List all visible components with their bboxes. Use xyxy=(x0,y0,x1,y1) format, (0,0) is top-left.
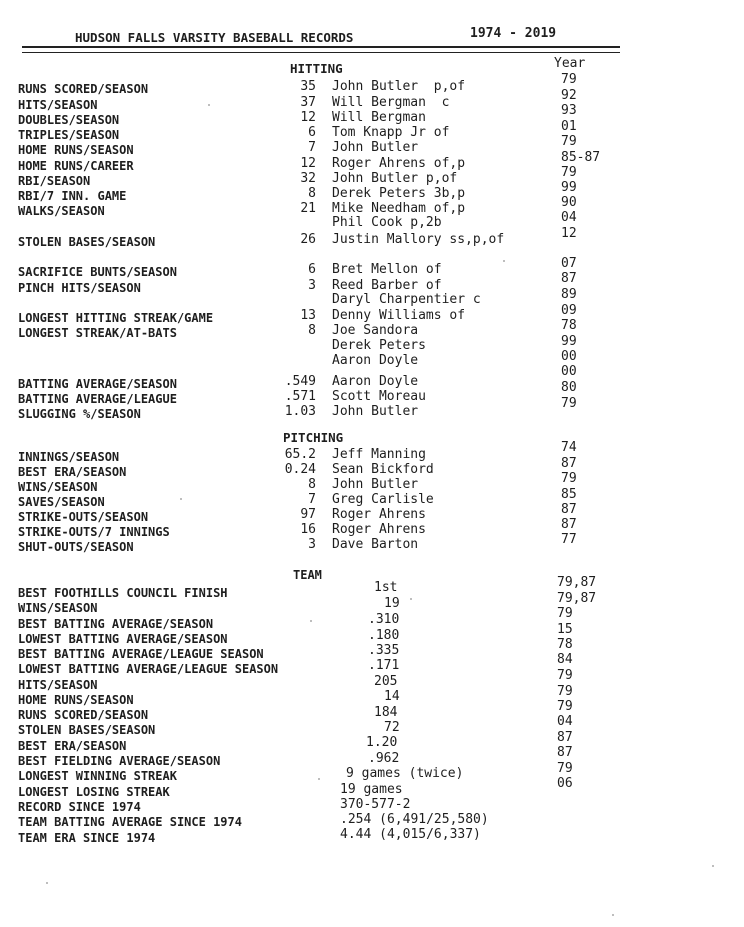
team-record-year: 87 xyxy=(557,745,573,760)
hitting-record-year: 90 xyxy=(561,195,577,210)
scan-speck xyxy=(46,882,48,884)
hitting-record-value: 8 xyxy=(308,186,316,201)
team-record-value: 19 games xyxy=(340,782,403,797)
scan-speck xyxy=(208,104,210,106)
hitting-record-holder: Will Bergman c xyxy=(332,95,450,110)
hitting-record-year: 87 xyxy=(561,271,577,286)
scan-speck xyxy=(712,865,714,867)
hitting-record-holder: Daryl Charpentier c xyxy=(332,292,481,307)
hitting-record-holder: Denny Williams of xyxy=(332,308,466,323)
team-record-value: .335 xyxy=(368,643,400,658)
pitching-record-holder: Jeff Manning xyxy=(332,447,426,462)
team-record-value: 14 xyxy=(384,689,400,704)
team-record-value: 4.44 (4,015/6,337) xyxy=(340,827,481,842)
team-record-year: 79 xyxy=(557,684,573,699)
team-record-value: .310 xyxy=(368,612,400,627)
pitching-record-holder: Greg Carlisle xyxy=(332,492,434,507)
scan-speck xyxy=(180,498,182,500)
team-record-year: 84 xyxy=(557,652,573,667)
hitting-record-label: TRIPLES/SEASON xyxy=(18,128,120,142)
team-record-label: TEAM BATTING AVERAGE SINCE 1974 xyxy=(18,815,242,829)
hitting-record-year: 79 xyxy=(561,396,577,411)
hitting-record-label: LONGEST STREAK/AT-BATS xyxy=(18,326,177,340)
team-record-value: .171 xyxy=(368,658,400,673)
hitting-record-holder: Derek Peters 3b,p xyxy=(332,186,466,201)
pitching-record-label: BEST ERA/SEASON xyxy=(18,465,127,479)
hitting-record-label: RUNS SCORED/SEASON xyxy=(18,82,149,96)
hitting-record-value: 1.03 xyxy=(284,404,316,419)
hitting-record-value: 26 xyxy=(300,232,316,247)
hitting-record-holder: Derek Peters xyxy=(332,338,426,353)
team-record-year: 06 xyxy=(557,776,573,791)
team-record-label: WINS/SEASON xyxy=(18,601,98,615)
scan-speck xyxy=(612,914,614,916)
hitting-record-year: 89 xyxy=(561,287,577,302)
hitting-record-value: .571 xyxy=(284,389,316,404)
hitting-record-holder: Aaron Doyle xyxy=(332,374,419,389)
pitching-record-label: STRIKE-OUTS/SEASON xyxy=(18,510,149,524)
team-record-year: 79 xyxy=(557,699,573,714)
hitting-record-label: WALKS/SEASON xyxy=(18,204,105,218)
hitting-record-value: 21 xyxy=(300,201,316,216)
team-record-year: 79 xyxy=(557,606,573,621)
pitching-record-year: 77 xyxy=(561,532,577,547)
pitching-record-holder: John Butler xyxy=(332,477,419,492)
team-record-value: .962 xyxy=(368,751,400,766)
scan-speck xyxy=(310,620,312,622)
year-column-heading: Year xyxy=(554,56,586,71)
hitting-record-value: 32 xyxy=(300,171,316,186)
hitting-record-year: 99 xyxy=(561,180,577,195)
hitting-record-holder: Justin Mallory ss,p,of xyxy=(332,232,505,247)
team-record-value: .254 (6,491/25,580) xyxy=(340,812,489,827)
team-record-label: LOWEST BATTING AVERAGE/SEASON xyxy=(18,632,228,646)
team-record-label: HITS/SEASON xyxy=(18,678,98,692)
hitting-record-label: LONGEST HITTING STREAK/GAME xyxy=(18,311,214,325)
header-rule-bottom xyxy=(22,52,620,53)
pitching-record-value: 7 xyxy=(308,492,316,507)
team-record-label: LOWEST BATTING AVERAGE/LEAGUE SEASON xyxy=(18,662,279,676)
hitting-record-value: 7 xyxy=(308,140,316,155)
hitting-record-year: 07 xyxy=(561,256,577,271)
team-record-year: 79 xyxy=(557,761,573,776)
hitting-record-value: 6 xyxy=(308,125,316,140)
hitting-record-holder: Phil Cook p,2b xyxy=(332,215,442,230)
team-record-year: 79,87 xyxy=(557,591,597,606)
hitting-record-value: 37 xyxy=(300,95,316,110)
team-record-year: 79 xyxy=(557,668,573,683)
team-heading: TEAM xyxy=(293,568,322,582)
team-record-value: 9 games (twice) xyxy=(346,766,464,781)
hitting-record-label: HOME RUNS/CAREER xyxy=(18,159,134,173)
hitting-record-value: 35 xyxy=(300,79,316,94)
hitting-record-holder: Roger Ahrens of,p xyxy=(332,156,466,171)
hitting-record-holder: Mike Needham of,p xyxy=(332,201,466,216)
hitting-record-year: 92 xyxy=(561,88,577,103)
pitching-record-value: 0.24 xyxy=(284,462,316,477)
pitching-record-label: SHUT-OUTS/SEASON xyxy=(18,540,134,554)
team-record-label: BEST BATTING AVERAGE/LEAGUE SEASON xyxy=(18,647,264,661)
team-record-label: BEST ERA/SEASON xyxy=(18,739,127,753)
hitting-record-year: 12 xyxy=(561,226,577,241)
hitting-record-year: 80 xyxy=(561,380,577,395)
hitting-record-value: 13 xyxy=(300,308,316,323)
hitting-record-value: 6 xyxy=(308,262,316,277)
team-record-value: 370-577-2 xyxy=(340,797,411,812)
hitting-record-year: 79 xyxy=(561,165,577,180)
hitting-record-value: 12 xyxy=(300,110,316,125)
pitching-record-year: 85 xyxy=(561,487,577,502)
hitting-record-holder: Aaron Doyle xyxy=(332,353,419,368)
pitching-heading: PITCHING xyxy=(283,430,344,445)
pitching-record-label: WINS/SEASON xyxy=(18,480,98,494)
team-record-label: RUNS SCORED/SEASON xyxy=(18,708,149,722)
team-record-value: 1.20 xyxy=(366,735,398,750)
pitching-record-value: 8 xyxy=(308,477,316,492)
hitting-record-year: 00 xyxy=(561,364,577,379)
team-record-year: 79,87 xyxy=(557,575,597,590)
pitching-record-label: INNINGS/SEASON xyxy=(18,450,120,464)
pitching-record-year: 87 xyxy=(561,502,577,517)
pitching-record-year: 87 xyxy=(561,517,577,532)
scan-speck xyxy=(503,260,505,262)
team-record-year: 04 xyxy=(557,714,573,729)
team-record-label: LONGEST LOSING STREAK xyxy=(18,785,170,799)
pitching-record-holder: Roger Ahrens xyxy=(332,507,426,522)
hitting-record-label: RBI/7 INN. GAME xyxy=(18,189,127,203)
hitting-record-year: 01 xyxy=(561,119,577,134)
pitching-record-year: 87 xyxy=(561,456,577,471)
pitching-record-year: 79 xyxy=(561,471,577,486)
team-record-label: BEST FIELDING AVERAGE/SEASON xyxy=(18,754,221,768)
team-record-year: 87 xyxy=(557,730,573,745)
hitting-record-label: STOLEN BASES/SEASON xyxy=(18,235,156,249)
pitching-record-holder: Dave Barton xyxy=(332,537,419,552)
team-record-year: 78 xyxy=(557,637,573,652)
team-record-value: 1st xyxy=(374,580,398,595)
hitting-record-holder: Reed Barber of xyxy=(332,278,442,293)
hitting-record-label: DOUBLES/SEASON xyxy=(18,113,120,127)
team-record-label: LONGEST WINNING STREAK xyxy=(18,769,177,783)
hitting-record-value: 8 xyxy=(308,323,316,338)
hitting-heading: HITTING xyxy=(290,61,343,76)
hitting-record-value: .549 xyxy=(284,374,316,389)
year-range: 1974 - 2019 xyxy=(470,26,557,41)
pitching-record-year: 74 xyxy=(561,440,577,455)
team-record-label: RECORD SINCE 1974 xyxy=(18,800,141,814)
hitting-record-year: 78 xyxy=(561,318,577,333)
hitting-record-holder: Will Bergman xyxy=(332,110,426,125)
team-record-value: 72 xyxy=(384,720,400,735)
header-rule-top xyxy=(22,46,620,48)
team-record-label: STOLEN BASES/SEASON xyxy=(18,723,156,737)
hitting-record-label: PINCH HITS/SEASON xyxy=(18,281,141,295)
hitting-record-holder: Scott Moreau xyxy=(332,389,426,404)
hitting-record-year: 00 xyxy=(561,349,577,364)
hitting-record-year: 99 xyxy=(561,334,577,349)
hitting-record-year: 79 xyxy=(561,134,577,149)
pitching-record-value: 97 xyxy=(300,507,316,522)
hitting-record-label: HITS/SEASON xyxy=(18,98,98,112)
pitching-record-value: 16 xyxy=(300,522,316,537)
hitting-record-label: SLUGGING %/SEASON xyxy=(18,407,141,421)
team-record-label: TEAM ERA SINCE 1974 xyxy=(18,831,156,845)
team-record-label: HOME RUNS/SEASON xyxy=(18,693,134,707)
hitting-record-year: 79 xyxy=(561,72,577,87)
team-record-value: 205 xyxy=(374,674,398,689)
hitting-record-label: BATTING AVERAGE/LEAGUE xyxy=(18,392,177,406)
hitting-record-label: RBI/SEASON xyxy=(18,174,91,188)
hitting-record-label: BATTING AVERAGE/SEASON xyxy=(18,377,177,391)
pitching-record-label: STRIKE-OUTS/7 INNINGS xyxy=(18,525,170,539)
team-record-label: BEST BATTING AVERAGE/SEASON xyxy=(18,617,214,631)
pitching-record-value: 3 xyxy=(308,537,316,552)
hitting-record-year: 93 xyxy=(561,103,577,118)
hitting-record-year: 04 xyxy=(561,210,577,225)
hitting-record-year: 09 xyxy=(561,303,577,318)
hitting-record-label: HOME RUNS/SEASON xyxy=(18,143,134,157)
pitching-record-value: 65.2 xyxy=(284,447,316,462)
hitting-record-holder: John Butler p,of xyxy=(332,171,458,186)
team-record-label: BEST FOOTHILLS COUNCIL FINISH xyxy=(18,586,228,600)
hitting-record-holder: Bret Mellon of xyxy=(332,262,442,277)
pitching-record-label: SAVES/SEASON xyxy=(18,495,105,509)
hitting-record-label: SACRIFICE BUNTS/SEASON xyxy=(18,265,177,279)
scan-speck xyxy=(410,598,412,600)
team-record-year: 15 xyxy=(557,622,573,637)
hitting-record-holder: John Butler p,of xyxy=(332,79,466,94)
hitting-record-value: 12 xyxy=(300,156,316,171)
scan-speck xyxy=(318,778,320,780)
hitting-record-value: 3 xyxy=(308,278,316,293)
team-record-value: .180 xyxy=(368,628,400,643)
pitching-record-holder: Sean Bickford xyxy=(332,462,434,477)
hitting-record-holder: John Butler xyxy=(332,404,419,419)
hitting-record-year: 85-87 xyxy=(561,150,601,165)
team-record-value: 19 xyxy=(384,596,400,611)
hitting-record-holder: John Butler xyxy=(332,140,419,155)
hitting-record-holder: Tom Knapp Jr of xyxy=(332,125,450,140)
team-record-value: 184 xyxy=(374,705,398,720)
document-title: HUDSON FALLS VARSITY BASEBALL RECORDS xyxy=(75,30,354,45)
pitching-record-holder: Roger Ahrens xyxy=(332,522,426,537)
hitting-record-holder: Joe Sandora xyxy=(332,323,419,338)
